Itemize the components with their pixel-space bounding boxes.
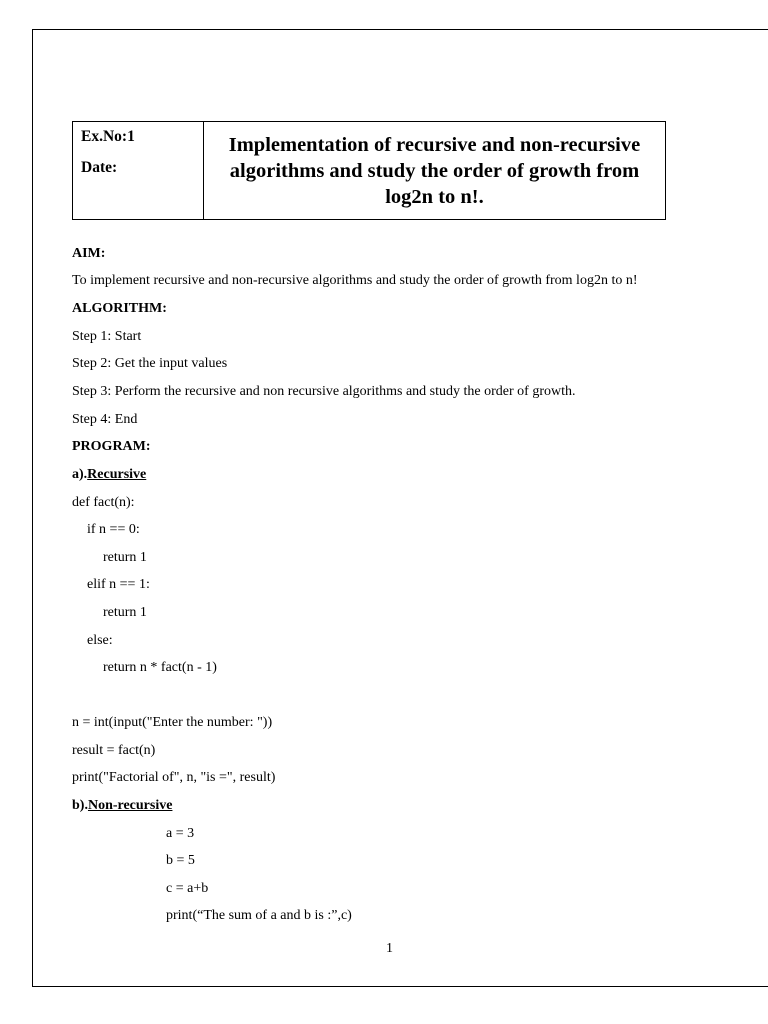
- code-line: return 1: [103, 605, 147, 620]
- algorithm-step: Step 1: Start: [72, 329, 142, 344]
- code-line: a = 3: [166, 826, 195, 841]
- code-line: else:: [87, 633, 113, 648]
- code-line: n = int(input("Enter the number: ")): [72, 715, 273, 730]
- algorithm-step: Step 2: Get the input values: [72, 356, 228, 371]
- exercise-number: Ex.No:1: [81, 128, 135, 145]
- code-line: print(“The sum of a and b is :”,c): [166, 908, 352, 923]
- code-line: return n * fact(n - 1): [103, 660, 217, 675]
- non-recursive-title: Non-recursive: [87, 798, 173, 813]
- code-line: def fact(n):: [72, 495, 135, 510]
- non-recursive-prefix: b).: [72, 798, 88, 813]
- header-table: [72, 121, 666, 220]
- code-line: print("Factorial of", n, "is =", result): [72, 770, 276, 785]
- code-line: return 1: [103, 550, 147, 565]
- program-heading: PROGRAM:: [72, 439, 151, 454]
- recursive-prefix: a).: [72, 467, 88, 482]
- code-line: b = 5: [166, 853, 195, 868]
- code-line: result = fact(n): [72, 743, 156, 758]
- page-number: 1: [386, 941, 393, 956]
- aim-heading: AIM:: [72, 246, 106, 261]
- code-line: if n == 0:: [87, 522, 140, 537]
- recursive-section-label: [72, 467, 146, 483]
- aim-text: To implement recursive and non-recursive algorithms and study the order of growth from log2n to n!: [72, 273, 638, 288]
- code-line: c = a+b: [166, 881, 209, 896]
- header-meta-cell: [73, 122, 204, 219]
- algorithm-step: Step 4: End: [72, 412, 138, 427]
- non-recursive-section-label: [72, 798, 172, 814]
- algorithm-step: Step 3: Perform the recursive and non recursive algorithms and study the order of growth.: [72, 384, 576, 399]
- date-label: Date:: [81, 159, 118, 176]
- recursive-title: Recursive: [87, 467, 147, 482]
- algorithm-heading: ALGORITHM:: [72, 301, 167, 316]
- code-line: elif n == 1:: [87, 577, 150, 592]
- document-title: Implementation of recursive and non-recursive algorithms and study the order of growth from log2n to n!.: [228, 133, 641, 208]
